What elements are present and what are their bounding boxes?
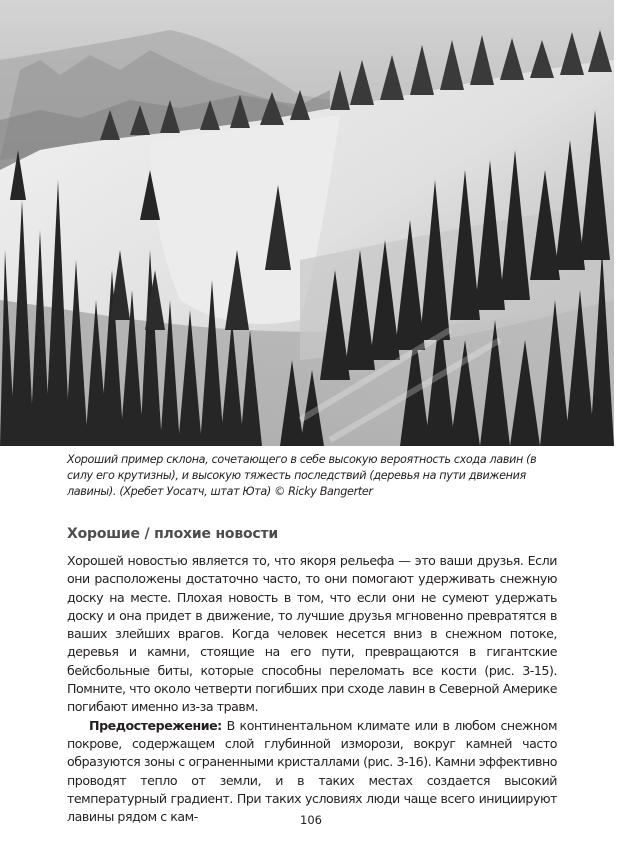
- paragraph-good-bad-news: Хорошей новостью является то, что якоря рельефа — это ваши друзья. Если они расположены достаточно часто, то они помогают удерживать снежную доску на месте. Плохая новость в том, что если они не сумеют удержать доску и она придет в движение, то лучшие друзья мгновенно превратятся в ваших злейших врагов. Когда человек несется вниз в снежном потоке, деревья и камни, стоящие на его пути, превращаются в гигантские бейсбольные биты, которые способны переломать все кости (рис. 3-15). Помните, что около четверти погибших при сходе лавин в Северной Америке погибают именно из-за травм.: [67, 553, 557, 715]
- section-heading: Хорошие / плохие новости: [67, 526, 279, 542]
- figure-caption: Хороший пример склона, сочетающего в себе высокую вероятность схода лавин (в силу его крутизны), и высокую тяжесть последствий (деревья на пути движения лавины). (Хребет Уосатч, штат Юта) © Ricky Bangerter: [67, 453, 537, 498]
- page-number: 106: [300, 813, 322, 827]
- paragraph-warning: [67, 717, 557, 827]
- warning-text: В континентальном климате или в любом снежном покрове, содержащем слой глубинной изморози, вокруг камней часто образуются зоны с ограненными кристаллами (рис. 3-16). Камни эффективно проводят тепло от земли, и в таких местах создается высокий температурный градиент. При таких условиях люди чаще всего инициируют лавины рядом с кам-: [67, 717, 557, 825]
- body-text: [67, 552, 557, 826]
- warning-label: Предостережение:: [89, 717, 222, 733]
